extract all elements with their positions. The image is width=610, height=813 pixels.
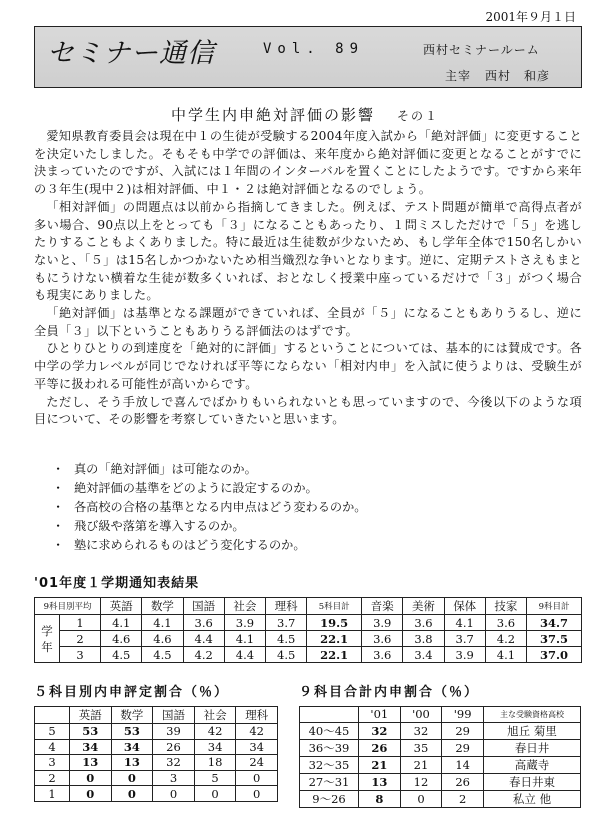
table-cell: 12 xyxy=(400,773,442,790)
table1-title: '01年度１学期通知表結果 xyxy=(34,576,200,591)
paragraph: 愛知県教育委員会は現在中１の生徒が受験する2004年度入試から「絶対評価」に変更することを決定いたしました。そもそも中学での評価は、来年度から絶対評価に変更となることがすでに決まっていたのですが、入試には１年間のインターバルを置くことにしたようです。ですから来年の３年生(現中２)は相対評価、中１・２は絶対評価となるのでしょう。 xyxy=(34,129,582,197)
table-cell: 4.1 xyxy=(101,615,142,631)
article-heading xyxy=(0,104,610,125)
grade-label: 1 xyxy=(60,615,101,631)
table-row xyxy=(35,647,582,663)
list-item: ・ 各高校の合格の基準となる内申点はどう変わるのか。 xyxy=(52,498,367,517)
table-cell: 32 xyxy=(153,755,195,771)
table-cell: 3.7 xyxy=(266,615,307,631)
issue-date: 2001年９月１日 xyxy=(485,10,576,24)
table-cell: 22.1 xyxy=(307,647,362,663)
range-label: 32～35 xyxy=(300,756,359,773)
table-cell: 32 xyxy=(359,722,401,739)
list-item: ・ 真の「絶対評価」は可能なのか。 xyxy=(52,460,367,479)
table-cell: 21 xyxy=(359,756,401,773)
table-cell: 3.7 xyxy=(444,631,485,647)
column-header: 主な受験資格高校 xyxy=(484,707,581,723)
column-header: 国語 xyxy=(153,707,195,724)
side-label-char: 学 xyxy=(41,623,53,638)
paragraph: ただし、そう手放しで喜んでばかりもいられないとも思っていますので、今後以下のような項目について、その影響を考察していきたいと思います。 xyxy=(34,394,582,427)
column-header: '99 xyxy=(442,707,484,723)
column-header: 理科 xyxy=(236,707,278,724)
article-body xyxy=(34,128,582,429)
table-cell: 26 xyxy=(442,773,484,790)
table-cell: 29 xyxy=(442,722,484,739)
table-cell: 32 xyxy=(400,722,442,739)
table-cell: 37.0 xyxy=(527,647,582,663)
table-cell: 4.2 xyxy=(183,647,224,663)
paragraph: ひとりひとりの到達度を「絶対的に評価」するということについては、基本的には賛成です。各中学の学力レベルが同じでなければ平等にならない「相対内申」を入試に使うよりは、受験生が平等に扱われる可能性が高いからです。 xyxy=(34,341,582,391)
grade-label: 3 xyxy=(35,755,70,771)
grade-label: 3 xyxy=(60,647,101,663)
table-cell: 34 xyxy=(111,739,153,755)
table-cell: 53 xyxy=(111,724,153,740)
table-row xyxy=(300,773,581,790)
table-header-row xyxy=(35,707,278,724)
table-cell: 34 xyxy=(70,739,112,755)
newsletter-title: セミナー通信 xyxy=(47,38,215,69)
table-cell: 2 xyxy=(442,790,484,807)
table-row xyxy=(35,631,582,647)
table-cell: 3.6 xyxy=(183,615,224,631)
table-corner xyxy=(300,707,359,723)
column-header: 9科目計 xyxy=(527,598,582,615)
table-cell: 4.1 xyxy=(224,631,265,647)
column-header: '00 xyxy=(400,707,442,723)
table-cell: 4.1 xyxy=(444,615,485,631)
table-cell: 5 xyxy=(194,770,236,786)
column-header: 数学 xyxy=(111,707,153,724)
list-item: ・ 絶対評価の基準をどのように設定するのか。 xyxy=(52,479,367,498)
table-corner xyxy=(35,707,70,724)
table-cell: 22.1 xyxy=(307,631,362,647)
school-cell: 旭丘 菊里 xyxy=(484,722,581,739)
table-cell: 13 xyxy=(70,755,112,771)
list-item: ・ 塾に求められるものはどう変化するのか。 xyxy=(52,536,367,555)
grade-label: 2 xyxy=(35,770,70,786)
table-cell: 0 xyxy=(236,770,278,786)
table-cell: 0 xyxy=(70,786,112,802)
table-cell: 0 xyxy=(70,770,112,786)
volume-number: Vol. 89 xyxy=(263,41,365,57)
table-cell: 4.6 xyxy=(101,631,142,647)
column-header: 英語 xyxy=(101,598,142,615)
table-cell: 4.4 xyxy=(183,631,224,647)
table-row xyxy=(35,786,278,802)
school-cell: 高蔵寺 xyxy=(484,756,581,773)
table-cell: 42 xyxy=(236,724,278,740)
paragraph: 「相対評価」の問題点は以前から指摘してきました。例えば、テスト問題が簡単で高得点者が多い場合、90点以上をとっても「３」になることもあったり、１問ミスしただけで「５」を逃したりすることもよくありました。特に最近は生徒数が少ないため、もし学年全体で150名しかいないと、「５」は15名しかつかないため相当熾烈な争いとなります。逆に、定期テストさえもまともにうけない横着な生徒が数多くいれば、おとなしく授業中座っているだけで「３」がつく場合も現実にありました。 xyxy=(34,199,582,303)
column-header: 社会 xyxy=(194,707,236,724)
table-row xyxy=(35,739,278,755)
table3-title: ９科目合計内申割合（％） xyxy=(299,685,480,700)
table-cell: 0 xyxy=(400,790,442,807)
table-row xyxy=(35,770,278,786)
table-header-row xyxy=(35,598,582,615)
table-cell: 53 xyxy=(70,724,112,740)
table-cell: 3.9 xyxy=(224,615,265,631)
table-cell: 34 xyxy=(194,739,236,755)
table-row xyxy=(300,790,581,807)
column-header: 技家 xyxy=(485,598,526,615)
column-header: 社会 xyxy=(224,598,265,615)
total-grade-ratio-table xyxy=(299,706,581,808)
grade-label: 2 xyxy=(60,631,101,647)
column-header: 理科 xyxy=(266,598,307,615)
table-header-row xyxy=(300,707,581,723)
school-cell: 私立 他 xyxy=(484,790,581,807)
table-cell: 26 xyxy=(359,739,401,756)
table-row xyxy=(35,755,278,771)
table-cell: 0 xyxy=(111,786,153,802)
school-cell: 春日井東 xyxy=(484,773,581,790)
column-header: 保体 xyxy=(444,598,485,615)
grade-side-label xyxy=(35,615,60,663)
column-header: 音楽 xyxy=(362,598,403,615)
masthead xyxy=(34,26,582,88)
editor-name: 西村 和彦 xyxy=(485,69,551,83)
school-cell: 春日井 xyxy=(484,739,581,756)
topic-list xyxy=(52,460,367,555)
table-cell: 4.2 xyxy=(485,631,526,647)
grade-label: 4 xyxy=(35,739,70,755)
table-cell: 34.7 xyxy=(527,615,582,631)
table-cell: 35 xyxy=(400,739,442,756)
table-cell: 0 xyxy=(194,786,236,802)
column-header: 5科目計 xyxy=(307,598,362,615)
table-cell: 4.1 xyxy=(485,647,526,663)
table-cell: 3.6 xyxy=(403,615,444,631)
table-cell: 13 xyxy=(359,773,401,790)
table-cell: 4.5 xyxy=(266,647,307,663)
table-cell: 0 xyxy=(153,786,195,802)
editor-role: 主宰 xyxy=(445,69,472,83)
side-label-char: 年 xyxy=(41,639,53,654)
table-cell: 37.5 xyxy=(527,631,582,647)
table-cell: 3.4 xyxy=(403,647,444,663)
table-cell: 34 xyxy=(236,739,278,755)
range-label: 36～39 xyxy=(300,739,359,756)
article-title: 中学生内申絶対評価の影響 xyxy=(170,106,375,124)
subject-grade-ratio-table xyxy=(34,706,278,802)
table-cell: 18 xyxy=(194,755,236,771)
grade-label: 1 xyxy=(35,786,70,802)
table-cell: 13 xyxy=(111,755,153,771)
column-header: '01 xyxy=(359,707,401,723)
table-cell: 3.8 xyxy=(403,631,444,647)
table-cell: 3.9 xyxy=(444,647,485,663)
range-label: 40～45 xyxy=(300,722,359,739)
table-cell: 3.6 xyxy=(362,647,403,663)
table-cell: 29 xyxy=(442,739,484,756)
table-cell: 4.6 xyxy=(142,631,183,647)
editor-line xyxy=(445,67,564,84)
column-header: 国語 xyxy=(183,598,224,615)
table-cell: 3.6 xyxy=(485,615,526,631)
table-cell: 4.5 xyxy=(266,631,307,647)
column-header: 数学 xyxy=(142,598,183,615)
table-cell: 0 xyxy=(236,786,278,802)
range-label: 9～26 xyxy=(300,790,359,807)
table-cell: 42 xyxy=(194,724,236,740)
table-cell: 3 xyxy=(153,770,195,786)
table-cell: 4.1 xyxy=(142,615,183,631)
table-cell: 4.5 xyxy=(142,647,183,663)
table-row xyxy=(35,615,582,631)
paragraph: 「絶対評価」は基準となる課題ができていれば、全員が「５」になることもありうるし、逆に全員「３」以下ということもありうる評価法のはずです。 xyxy=(34,306,582,338)
table-cell: 39 xyxy=(153,724,195,740)
table-row xyxy=(35,724,278,740)
table-row xyxy=(300,756,581,773)
table-row xyxy=(300,739,581,756)
range-label: 27～31 xyxy=(300,773,359,790)
organization-name: 西村セミナールーム xyxy=(423,43,540,57)
table-cell: 8 xyxy=(359,790,401,807)
table-cell: 4.4 xyxy=(224,647,265,663)
table-cell: 4.5 xyxy=(101,647,142,663)
list-item: ・ 飛び級や落第を導入するのか。 xyxy=(52,517,367,536)
table-cell: 3.6 xyxy=(362,631,403,647)
table-cell: 24 xyxy=(236,755,278,771)
table-cell: 26 xyxy=(153,739,195,755)
table-row xyxy=(300,722,581,739)
table-cell: 19.5 xyxy=(307,615,362,631)
column-header: 美術 xyxy=(403,598,444,615)
table-cell: 0 xyxy=(111,770,153,786)
table-cell: 14 xyxy=(442,756,484,773)
grade-label: 5 xyxy=(35,724,70,740)
article-subtitle: その１ xyxy=(397,109,440,123)
table2-title: ５科目別内申評定割合（％） xyxy=(34,685,230,700)
table-cell: 3.9 xyxy=(362,615,403,631)
column-header: 英語 xyxy=(70,707,112,724)
table-cell: 21 xyxy=(400,756,442,773)
report-card-average-table xyxy=(34,597,582,663)
table-corner: 9科目別平均 xyxy=(35,598,101,615)
